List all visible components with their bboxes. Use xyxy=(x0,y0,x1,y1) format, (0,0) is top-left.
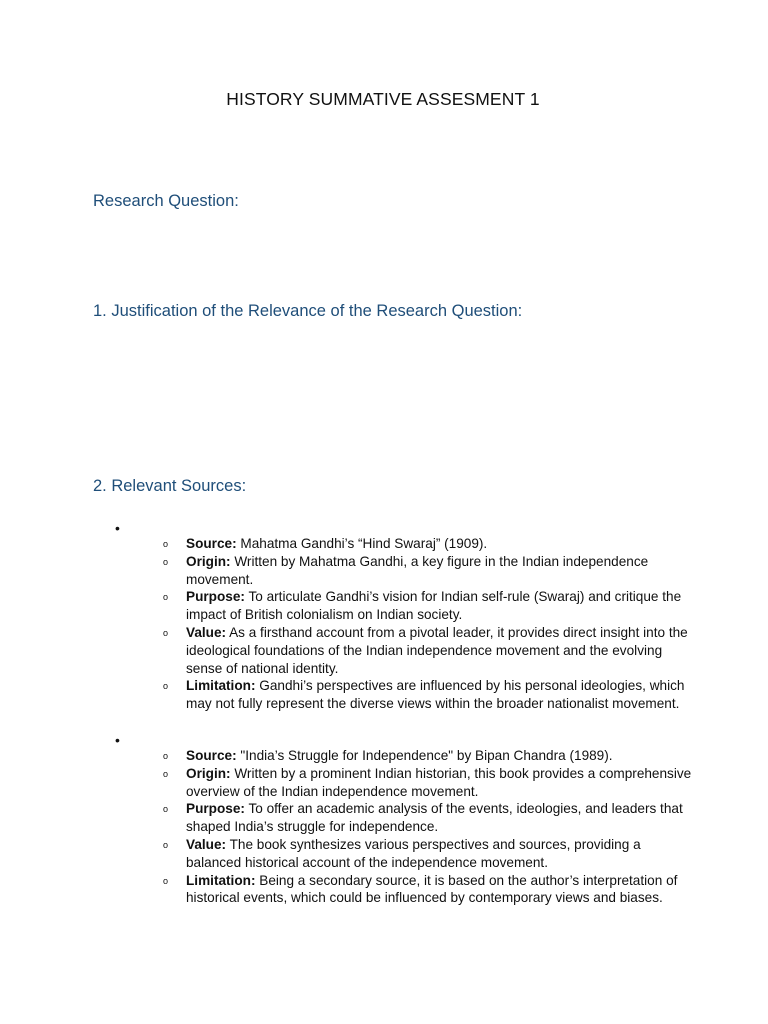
list-item xyxy=(163,624,693,677)
item-text: Mahatma Gandhi’s “Hind Swaraj” (1909). xyxy=(236,536,488,551)
list-item xyxy=(163,765,693,801)
item-label: Limitation: xyxy=(186,678,256,694)
item-text: Written by a prominent Indian historian, this book provides a comprehensive overview of the Indian independence movement. xyxy=(186,765,692,799)
justification-heading: 1. Justification of the Relevance of the Research Question: xyxy=(93,302,523,320)
sub-bullet-icon: o xyxy=(163,627,169,638)
sub-bullet-icon: o xyxy=(163,875,169,886)
list-item xyxy=(163,800,693,836)
list-item xyxy=(163,535,693,553)
item-label: Limitation: xyxy=(186,872,256,888)
list-item xyxy=(163,836,693,872)
item-text: To articulate Gandhi’s vision for Indian self-rule (Swaraj) and critique the impact of British colonialism on Indian society. xyxy=(186,589,682,623)
item-text: Written by Mahatma Gandhi, a key figure in the Indian independence movement. xyxy=(186,553,649,587)
item-label: Origin: xyxy=(186,553,231,569)
relevant-sources-heading: 2. Relevant Sources: xyxy=(93,477,247,495)
sub-bullet-icon: o xyxy=(163,556,169,567)
item-text: "India’s Struggle for Independence" by Bipan Chandra (1989). xyxy=(236,748,613,763)
list-bullet: • xyxy=(115,520,120,536)
list-bullet: • xyxy=(115,732,120,748)
item-label: Purpose: xyxy=(186,589,245,605)
item-label: Source: xyxy=(186,748,237,763)
document-title: HISTORY SUMMATIVE ASSESMENT 1 xyxy=(226,89,540,109)
item-label: Value: xyxy=(186,624,227,640)
item-text: Being a secondary source, it is based on the author’s interpretation of historical events, which could be influenced by contemporary views and biases. xyxy=(186,872,678,906)
item-text: To offer an academic analysis of the events, ideologies, and leaders that shaped India’s struggle for independence. xyxy=(186,801,683,835)
list-item xyxy=(163,553,693,589)
sub-bullet-icon: o xyxy=(163,681,169,692)
item-text: Gandhi’s perspectives are influenced by his personal ideologies, which may not fully represent the diverse views within the broader nationalist movement. xyxy=(186,678,685,712)
research-question-heading: Research Question: xyxy=(93,192,239,210)
item-label: Value: xyxy=(186,836,227,852)
list-item xyxy=(163,747,693,765)
sub-bullet-icon: o xyxy=(163,592,169,603)
item-label: Purpose: xyxy=(186,801,245,817)
item-label: Source: xyxy=(186,536,237,551)
item-label: Origin: xyxy=(186,765,231,781)
list-item xyxy=(163,677,693,713)
sub-bullet-icon: o xyxy=(163,751,169,761)
source-1-details xyxy=(163,535,693,713)
sub-bullet-icon: o xyxy=(163,804,169,815)
item-text: The book synthesizes various perspectives and sources, providing a balanced historical account of the independence movement. xyxy=(186,836,641,870)
item-text: As a firsthand account from a pivotal leader, it provides direct insight into the ideological foundations of the Indian independence movement and the evolving sense of national identity. xyxy=(186,624,688,676)
sub-bullet-icon: o xyxy=(163,768,169,779)
sub-bullet-icon: o xyxy=(163,839,169,850)
source-2-details xyxy=(163,747,693,907)
list-item xyxy=(163,872,693,908)
sub-bullet-icon: o xyxy=(163,539,169,549)
list-item xyxy=(163,588,693,624)
